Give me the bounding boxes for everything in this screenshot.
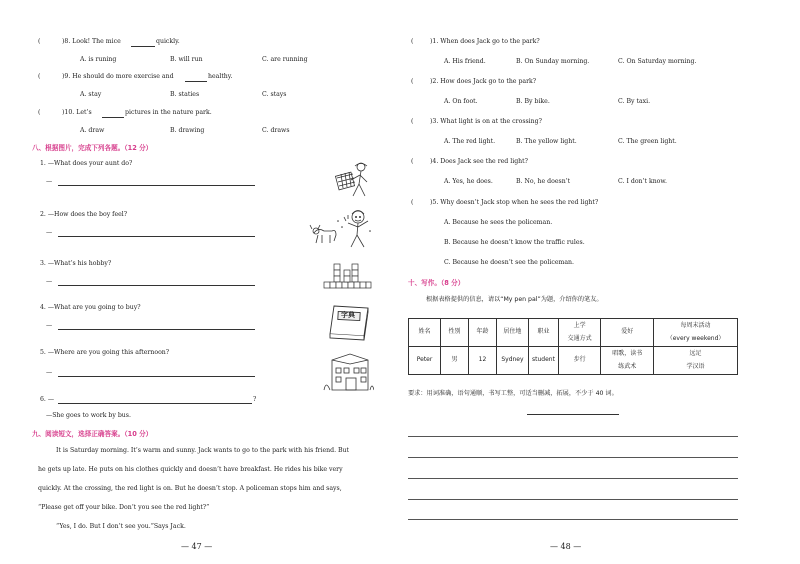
section-9-heading: 九、阅读短文，选择正确答案。（10 分） bbox=[32, 430, 153, 438]
s8-answer-line-5[interactable] bbox=[58, 376, 255, 377]
writing-line-3[interactable] bbox=[408, 478, 738, 479]
q10-option-c: C. draws bbox=[262, 127, 290, 134]
td-hobby-line-1: 唱歌，读书 bbox=[612, 349, 643, 357]
happy-boy-with-dog-picture bbox=[308, 207, 380, 249]
s8-q1: 1. —What does your aunt do? bbox=[40, 160, 133, 167]
td-transport: 步行 bbox=[558, 347, 600, 375]
td-residence: Sydney bbox=[496, 347, 528, 375]
s8-q5: 5. —Where are you going this afternoon? bbox=[40, 349, 170, 356]
reading-q5-option-c: C. Because he doesn’t see the policeman. bbox=[444, 259, 574, 266]
writing-line-2[interactable] bbox=[408, 457, 738, 458]
writing-line-5[interactable] bbox=[408, 519, 738, 520]
s8-a4-dash: — bbox=[46, 322, 53, 329]
s8-answer-line-2[interactable] bbox=[58, 236, 255, 237]
reading-q1-option-b: B. On Sunday morning. bbox=[516, 58, 590, 65]
s8-q3: 3. —What’s his hobby? bbox=[40, 260, 112, 267]
q8-stem: )8. Look! The mice bbox=[62, 38, 121, 45]
reading-q1-option-a: A. His friend. bbox=[444, 58, 486, 65]
reading-q3-option-a: A. The red light. bbox=[444, 138, 496, 145]
td-hobby bbox=[601, 347, 654, 375]
th-transport-line-2: 交通方式 bbox=[567, 334, 592, 342]
th-name: 姓名 bbox=[409, 319, 441, 347]
q8-option-b: B. will run bbox=[170, 56, 203, 63]
q10-stem-end: pictures in the nature park. bbox=[125, 109, 212, 116]
reading-q3-option-c: C. The green light. bbox=[618, 138, 677, 145]
s8-q2: 2. —How does the boy feel? bbox=[40, 211, 128, 218]
td-weekend-line-2: 学汉语 bbox=[686, 362, 705, 370]
s8-answer-line-4[interactable] bbox=[58, 329, 255, 330]
reading-q2-option-a: A. On foot. bbox=[444, 98, 478, 105]
q10-option-b: B. drawing bbox=[170, 127, 205, 134]
passage-line-5: “Yes, I do. But I don’t see you.”Says Jack. bbox=[56, 523, 186, 530]
th-weekend-line-1: 每周末活动 bbox=[680, 321, 711, 329]
writing-prompt: 根据表格提供的信息，请以“My pen pal”为题，介绍你的笔友。 bbox=[426, 296, 603, 303]
q8-stem-end: quickly. bbox=[156, 38, 180, 45]
q9-blank[interactable] bbox=[185, 81, 207, 82]
answer-paren: ( bbox=[411, 158, 414, 165]
reading-q3: )3. What light is on at the crossing? bbox=[430, 118, 542, 125]
reading-q2-option-b: B. By bike. bbox=[516, 98, 550, 105]
answer-paren: ( bbox=[411, 199, 414, 206]
page-number-47: — 47 — bbox=[181, 542, 213, 551]
answer-paren: ( bbox=[411, 118, 414, 125]
writing-line-1[interactable] bbox=[408, 436, 738, 437]
s8-q6: 6. — bbox=[40, 396, 55, 403]
th-hobby: 爱好 bbox=[601, 319, 654, 347]
q8-option-a: A. is runing bbox=[80, 56, 117, 63]
page-number-48: — 48 — bbox=[550, 542, 582, 551]
pen-pal-info-table bbox=[408, 318, 738, 375]
building-place-picture bbox=[322, 350, 374, 392]
s8-q6-mark: ? bbox=[253, 396, 257, 403]
answer-paren: ( bbox=[38, 109, 41, 116]
th-transport bbox=[558, 319, 600, 347]
answer-paren: ( bbox=[38, 73, 41, 80]
td-gender: 男 bbox=[441, 347, 469, 375]
reading-q4: )4. Does Jack see the red light? bbox=[430, 158, 528, 165]
reading-q2-option-c: C. By taxi. bbox=[618, 98, 651, 105]
passage-line-3: quickly. At the crossing, the red light is on. But he doesn’t stop. A policeman stops him and says, bbox=[38, 485, 342, 492]
aunt-worker-picture bbox=[333, 160, 373, 198]
td-age: 12 bbox=[468, 347, 496, 375]
answer-paren: ( bbox=[38, 38, 41, 45]
reading-q3-option-b: B. The yellow light. bbox=[516, 138, 577, 145]
q9-stem: )9. He should do more exercise and bbox=[62, 73, 174, 80]
s8-a1-dash: — bbox=[46, 178, 53, 185]
section-8-heading: 八、根据图片，完成下列各题。（12 分） bbox=[32, 144, 153, 152]
q9-stem-end: healthy. bbox=[208, 73, 233, 80]
q10-stem: )10. Let’s bbox=[62, 109, 92, 116]
reading-q5: )5. Why doesn’t Jack stop when he sees the red light? bbox=[430, 199, 599, 206]
th-gender: 性别 bbox=[441, 319, 469, 347]
q9-option-a: A. stay bbox=[80, 91, 102, 98]
s8-a5-dash: — bbox=[46, 369, 53, 376]
q8-option-c: C. are running bbox=[262, 56, 308, 63]
q9-option-b: B. staties bbox=[170, 91, 200, 98]
answer-paren: ( bbox=[411, 38, 414, 45]
title-line[interactable] bbox=[527, 414, 619, 415]
right-page bbox=[400, 0, 800, 564]
th-job: 职业 bbox=[528, 319, 558, 347]
s8-question-line-6[interactable] bbox=[58, 403, 252, 404]
q9-option-c: C. stays bbox=[262, 91, 287, 98]
q8-blank[interactable] bbox=[131, 46, 155, 47]
reading-q1-option-c: C. On Saturday morning. bbox=[618, 58, 697, 65]
passage-line-4: “Please get off your bike. Don’t you see the red light?” bbox=[38, 504, 210, 511]
th-weekend bbox=[654, 319, 738, 347]
reading-q4-option-c: C. I don’t know. bbox=[618, 178, 667, 185]
passage-line-2: he gets up late. He puts on his clothes quickly and doesn’t have breakfast. He rides his bike very bbox=[38, 466, 343, 473]
s8-a3-dash: — bbox=[46, 278, 53, 285]
writing-requirement: 要求：用词准确，语句通顺，书写工整，可适当删减，拓展，不少于 40 词。 bbox=[408, 390, 618, 397]
section-10-heading: 十、写作。（8 分） bbox=[408, 279, 465, 287]
td-weekend bbox=[654, 347, 738, 375]
th-residence: 居住地 bbox=[496, 319, 528, 347]
writing-line-4[interactable] bbox=[408, 499, 738, 500]
q10-option-a: A. draw bbox=[80, 127, 105, 134]
reading-q5-option-b: B. Because he doesn’t know the traffic rules. bbox=[444, 239, 585, 246]
th-transport-line-1: 上学 bbox=[573, 321, 586, 329]
q10-blank[interactable] bbox=[102, 117, 124, 118]
s8-a6: —She goes to work by bus. bbox=[46, 412, 131, 419]
crossword-hobby-picture bbox=[322, 262, 372, 296]
dictionary-label: 字典 bbox=[341, 311, 355, 319]
s8-q4: 4. —What are you going to buy? bbox=[40, 304, 141, 311]
s8-answer-line-1[interactable] bbox=[58, 185, 255, 186]
reading-q5-option-a: A. Because he sees the policeman. bbox=[444, 219, 553, 226]
s8-a2-dash: — bbox=[46, 229, 53, 236]
dictionary-picture bbox=[324, 304, 372, 342]
th-weekend-line-2: （every weekend） bbox=[666, 334, 725, 342]
passage-line-1: It is Saturday morning. It’s warm and sunny. Jack wants to go to the park with his friend. But bbox=[56, 447, 350, 454]
td-name: Peter bbox=[409, 347, 441, 375]
reading-q2: )2. How does Jack go to the park? bbox=[430, 78, 537, 85]
answer-paren: ( bbox=[411, 78, 414, 85]
reading-q4-option-a: A. Yes, he does. bbox=[444, 178, 493, 185]
td-weekend-line-1: 远足 bbox=[689, 349, 702, 357]
th-age: 年龄 bbox=[468, 319, 496, 347]
td-job: student bbox=[528, 347, 558, 375]
reading-q4-option-b: B. No, he doesn’t bbox=[516, 178, 571, 185]
td-hobby-line-2: 练武术 bbox=[618, 362, 637, 370]
reading-q1: )1. When does Jack go to the park? bbox=[430, 38, 540, 45]
s8-answer-line-3[interactable] bbox=[58, 285, 255, 286]
